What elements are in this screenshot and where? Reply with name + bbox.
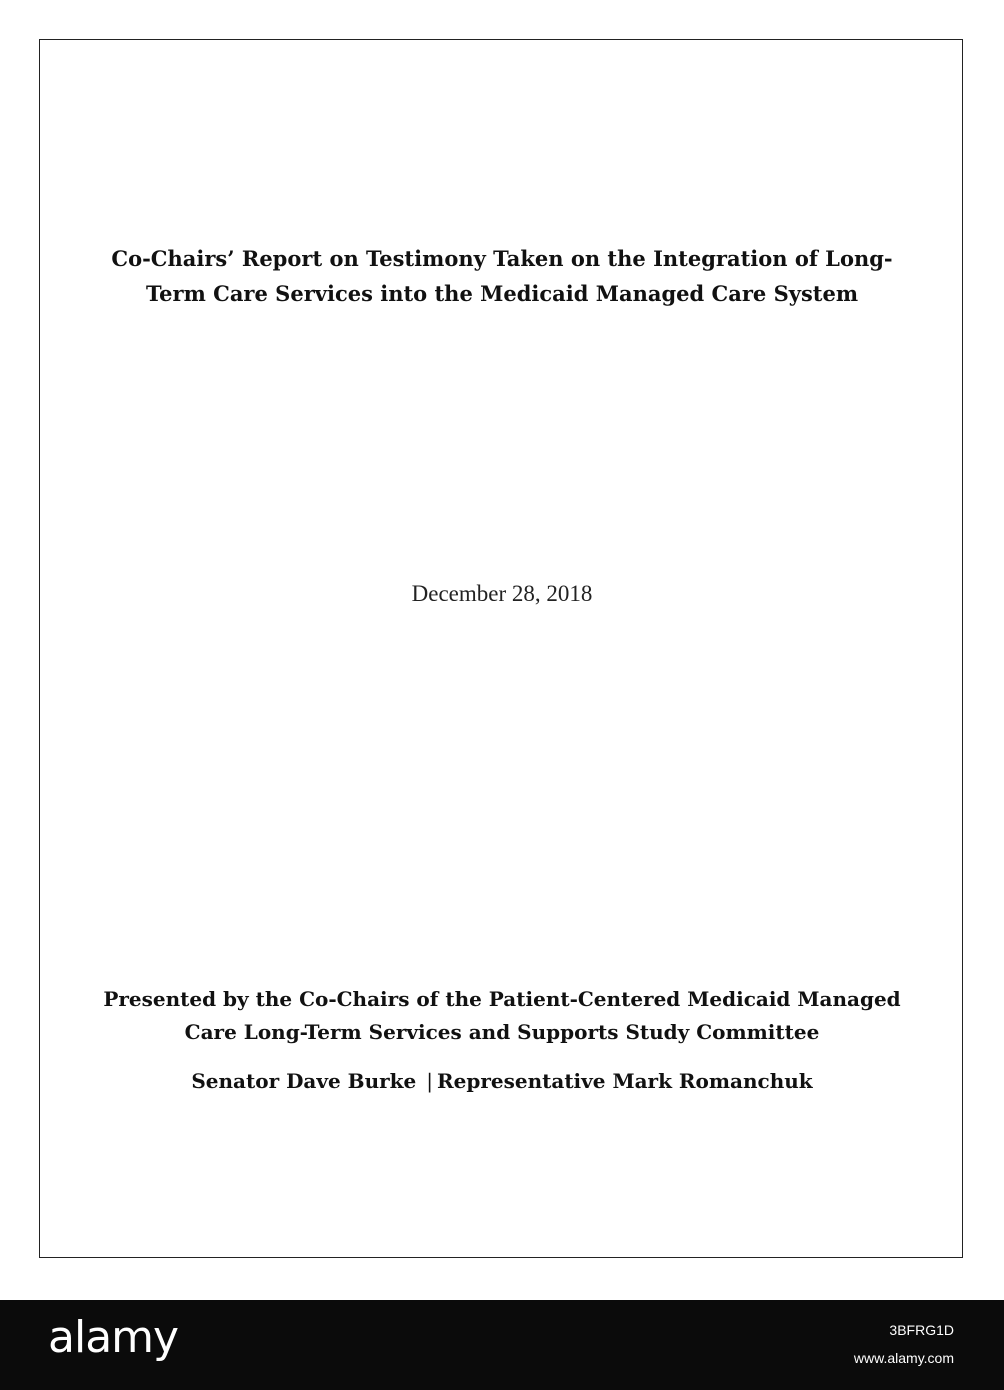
report-date: December 28, 2018: [411, 581, 593, 606]
author-senator: Senator Dave Burke: [191, 1069, 417, 1093]
presented-by-line-2: Care Long-Term Services and Supports Study Committee: [184, 1020, 820, 1044]
presented-by: [0, 983, 1004, 1049]
alamy-logo: alamy: [48, 1312, 179, 1363]
site-url: www.alamy.com: [853, 1350, 954, 1366]
report-title-line-1: Co-Chairs’ Report on Testimony Taken on the Integration of Long-: [111, 246, 893, 271]
report-title: [0, 241, 1004, 311]
authors-line: [0, 1066, 1004, 1096]
presented-by-line-1: Presented by the Co-Chairs of the Patient-Centered Medicaid Managed: [103, 987, 901, 1011]
image-id: 3BFRG1D: [889, 1322, 954, 1338]
author-representative: Representative Mark Romanchuk: [437, 1069, 813, 1093]
report-title-line-2: Term Care Services into the Medicaid Managed Care System: [145, 281, 859, 306]
author-separator: |: [426, 1069, 433, 1093]
watermark-footer: [0, 1300, 1004, 1390]
